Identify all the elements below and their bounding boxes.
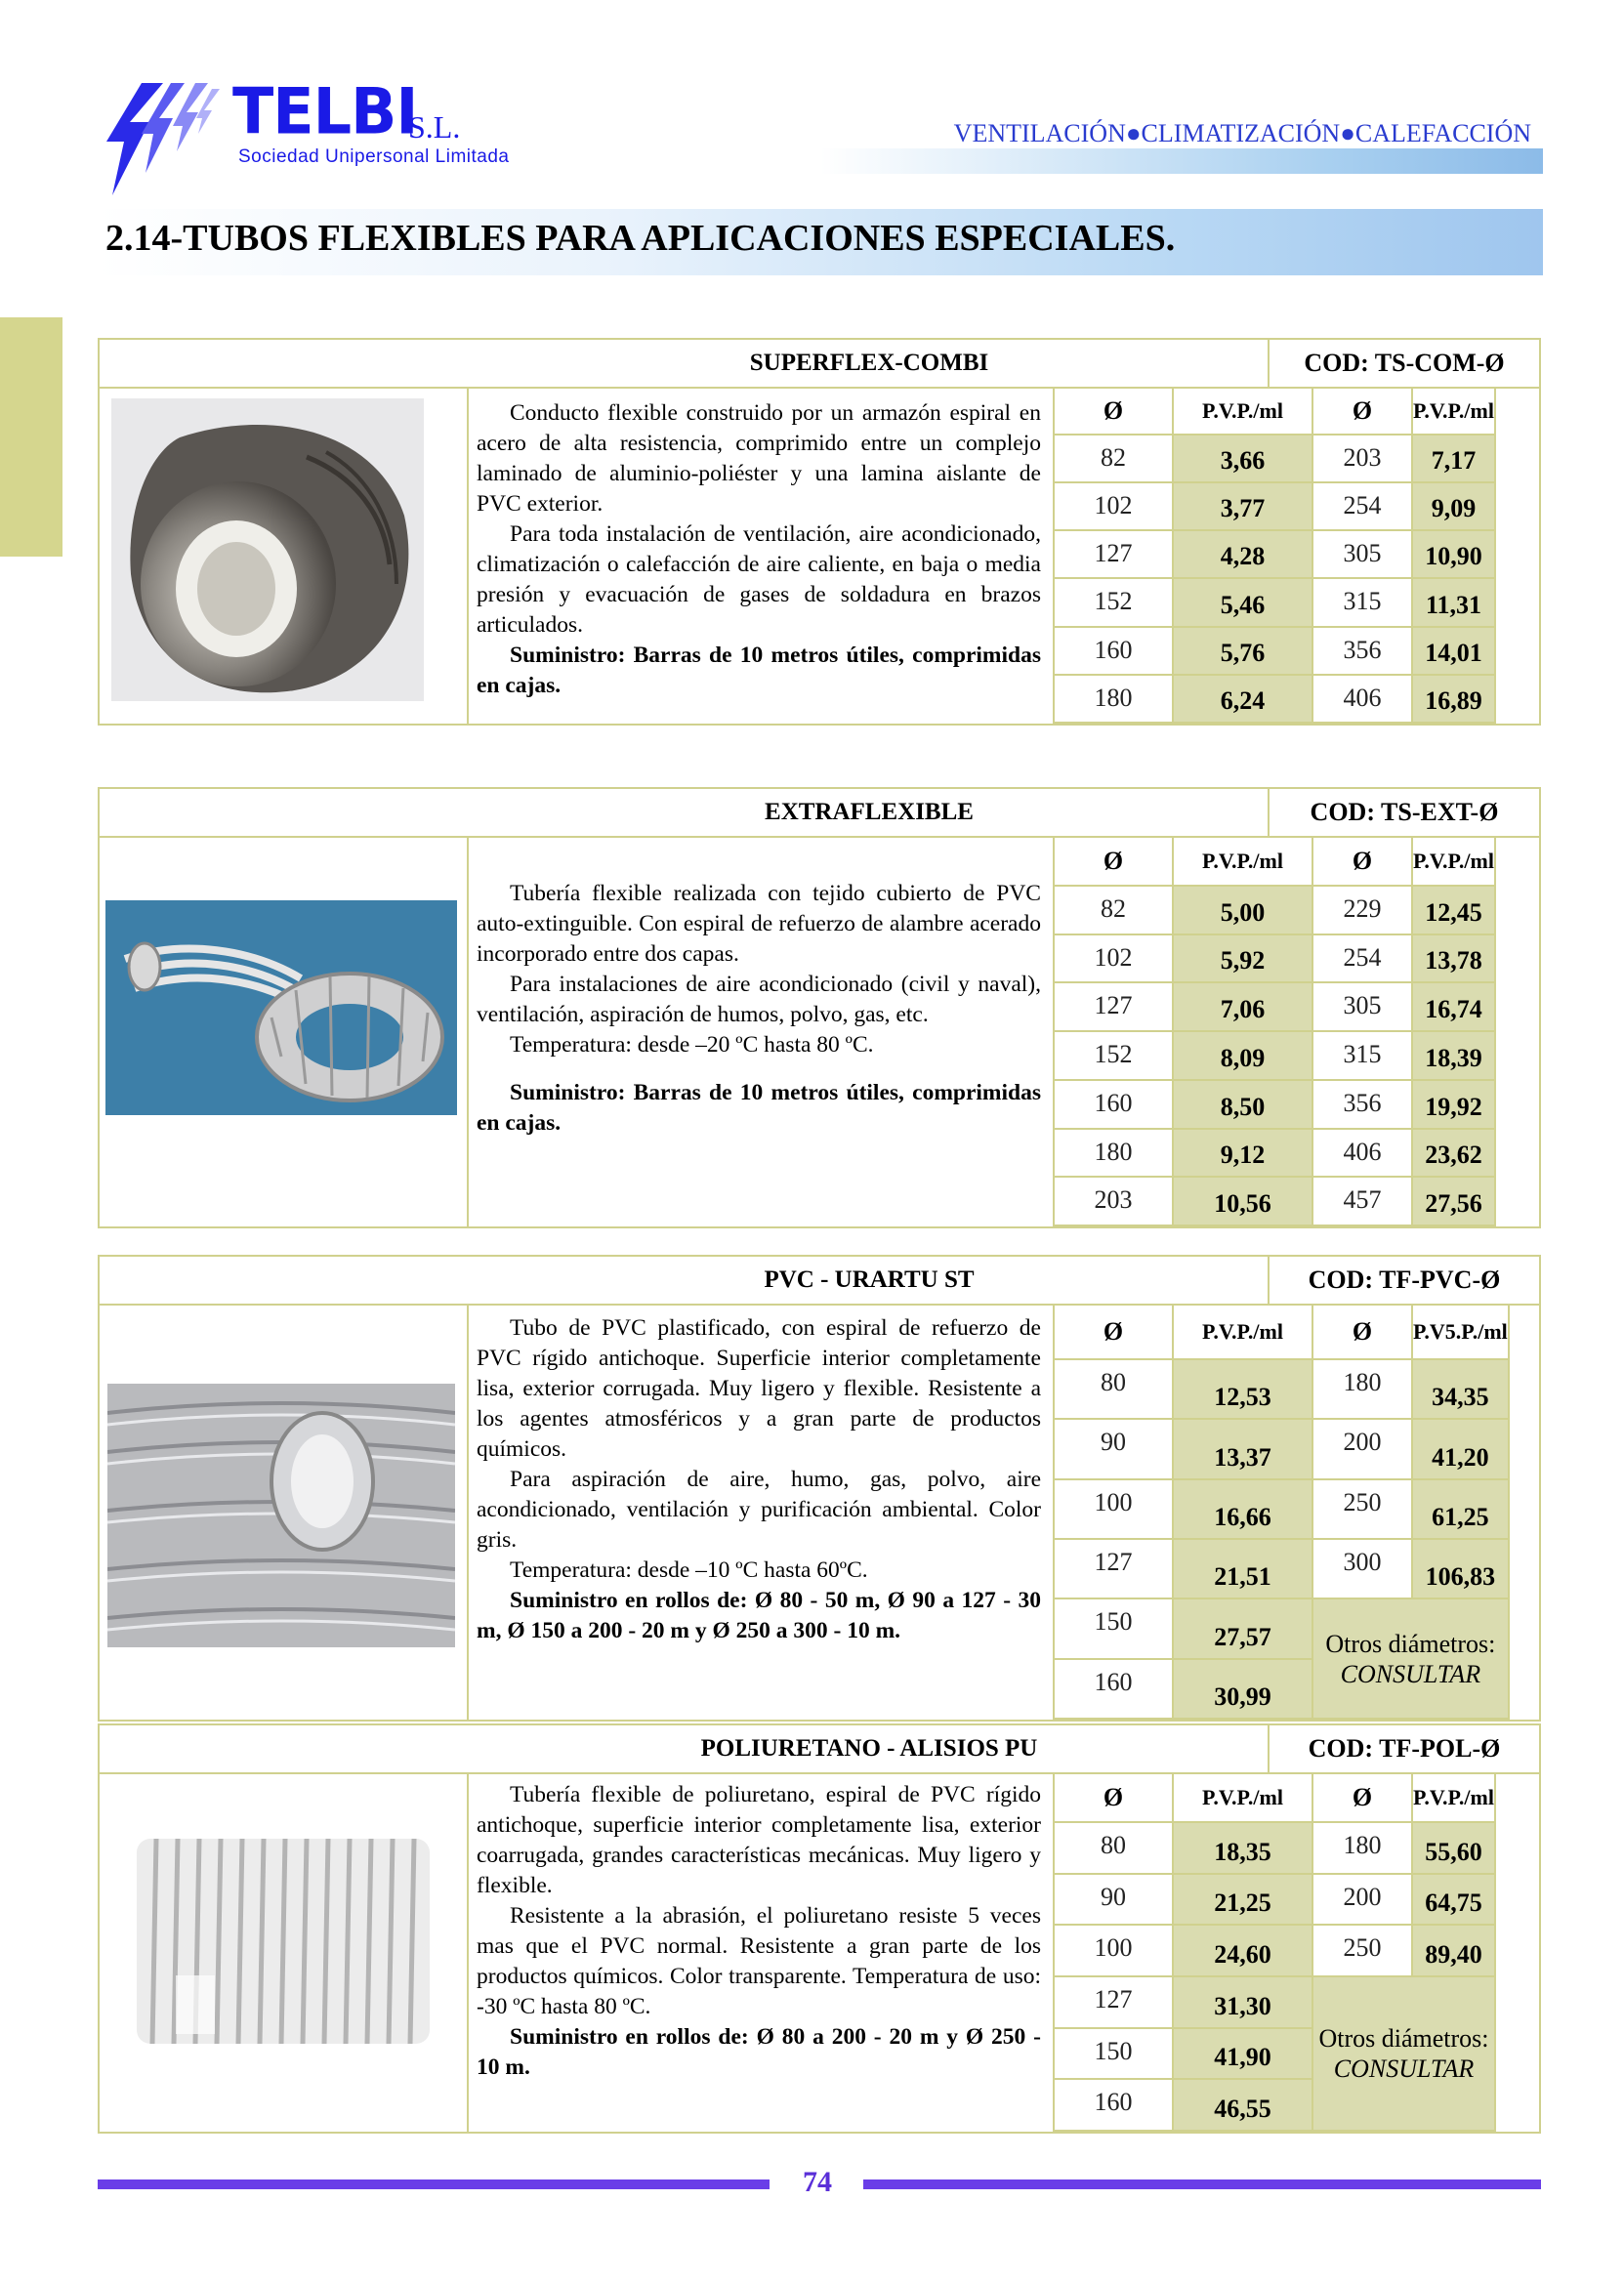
description-paragraph: Conducto flexible construido por un armazón espiral en acero de alta resistencia, comprimido entre un complejo laminado de aluminio-poliéster y una lamina aislante de PVC exterior. — [477, 400, 1041, 517]
price-cell: 18,35 — [1173, 1822, 1312, 1874]
product-extraflexible — [98, 787, 1541, 1228]
diameter-cell: 203 — [1054, 1177, 1173, 1225]
diameter-header: Ø — [1054, 388, 1173, 435]
price-table-header — [1054, 1305, 1509, 1359]
diameter-cell: 102 — [1054, 934, 1173, 983]
price-cell: 34,35 — [1412, 1359, 1509, 1419]
section-side-tab — [0, 317, 62, 557]
product-header — [100, 340, 1539, 389]
diameter-cell: 254 — [1312, 482, 1412, 530]
diameter-header: Ø — [1312, 1773, 1412, 1822]
diameter-header: Ø — [1312, 1305, 1412, 1359]
table-row — [1054, 934, 1495, 983]
product-code: COD: TS-COM-Ø — [1304, 349, 1505, 377]
price-header: P.V.P./ml — [1412, 837, 1495, 886]
diameter-cell: 406 — [1312, 1129, 1412, 1178]
table-row — [1054, 982, 1495, 1031]
product-superflex-combi — [98, 338, 1541, 726]
diameter-header: Ø — [1054, 1773, 1173, 1822]
table-row — [1054, 435, 1495, 482]
price-table-header — [1054, 1773, 1495, 1822]
price-cell: 8,50 — [1173, 1080, 1312, 1129]
product-photo — [100, 838, 469, 1226]
table-row — [1054, 1177, 1495, 1225]
description-paragraph: Temperatura: desde –20 ºC hasta 80 ºC. — [510, 1032, 874, 1058]
table-row — [1054, 627, 1495, 675]
page-number: 74 — [803, 2166, 832, 2198]
price-header: P.V.P./ml — [1173, 1305, 1312, 1359]
diameter-cell: 180 — [1054, 675, 1173, 723]
price-cell: 10,90 — [1412, 530, 1495, 578]
price-cell: 106,83 — [1412, 1539, 1509, 1598]
price-cell: 89,40 — [1412, 1925, 1495, 1976]
diameter-cell: 229 — [1312, 886, 1412, 934]
price-cell: 14,01 — [1412, 627, 1495, 675]
price-cell: 4,28 — [1173, 530, 1312, 578]
diameter-cell: 305 — [1312, 530, 1412, 578]
diameter-cell: 160 — [1054, 627, 1173, 675]
product-description — [477, 1780, 1041, 2083]
diameter-cell: 127 — [1054, 530, 1173, 578]
diameter-cell: 160 — [1054, 1080, 1173, 1129]
product-description — [477, 879, 1041, 1139]
diameter-cell: 315 — [1312, 1031, 1412, 1080]
product-code: COD: TF-PVC-Ø — [1308, 1266, 1501, 1294]
price-cell: 8,09 — [1173, 1031, 1312, 1080]
price-cell: 64,75 — [1412, 1874, 1495, 1926]
diameter-cell: 100 — [1054, 1925, 1173, 1976]
footer-bar-right — [863, 2179, 1541, 2189]
price-cell: 23,62 — [1412, 1129, 1495, 1178]
diameter-cell: 315 — [1312, 578, 1412, 626]
price-table — [1053, 387, 1496, 724]
diameter-cell: 150 — [1054, 1598, 1173, 1658]
spacer — [477, 1060, 1041, 1078]
diameter-cell: 152 — [1054, 1031, 1173, 1080]
table-row — [1054, 675, 1495, 723]
table-row — [1054, 1598, 1509, 1658]
footer-bar-left — [98, 2179, 770, 2189]
diameter-cell: 406 — [1312, 675, 1412, 723]
table-row — [1054, 482, 1495, 530]
pvc-hose-illustration — [107, 1384, 455, 1647]
diameter-cell: 254 — [1312, 934, 1412, 983]
table-row — [1054, 1539, 1509, 1598]
table-row — [1054, 1925, 1495, 1976]
price-table — [1053, 836, 1496, 1226]
logo-name: TELBI — [232, 73, 418, 149]
price-cell: 5,76 — [1173, 627, 1312, 675]
price-cell: 21,51 — [1173, 1539, 1312, 1598]
tagline-bar — [820, 148, 1543, 174]
diameter-cell: 305 — [1312, 982, 1412, 1031]
diameter-cell: 250 — [1312, 1479, 1412, 1539]
diameter-cell: 82 — [1054, 435, 1173, 482]
diameter-cell: 356 — [1312, 627, 1412, 675]
supply-note: Suministro en rollos de: Ø 80 a 200 - 20 m y Ø 250 - 10 m. — [477, 2024, 1041, 2080]
diameter-cell: 250 — [1312, 1925, 1412, 1976]
price-cell: 31,30 — [1173, 1976, 1312, 2028]
price-cell: 27,57 — [1173, 1598, 1312, 1658]
product-code: COD: TS-EXT-Ø — [1310, 798, 1499, 826]
price-cell: 13,78 — [1412, 934, 1495, 983]
other-diameters-note — [1312, 1976, 1495, 2131]
price-cell: 55,60 — [1412, 1822, 1495, 1874]
other-diameters-label: Otros diámetros: — [1325, 1629, 1496, 1658]
diameter-cell: 200 — [1312, 1419, 1412, 1478]
price-cell: 13,37 — [1173, 1419, 1312, 1478]
diameter-cell: 180 — [1312, 1822, 1412, 1874]
diameter-cell: 203 — [1312, 435, 1412, 482]
diameter-cell: 100 — [1054, 1479, 1173, 1539]
description-paragraph: Para aspiración de aire, humo, gas, polvo, aire acondicionado, ventilación y purificación ambiental. Color gris. — [477, 1467, 1041, 1553]
logo-suffix: S.L. — [408, 109, 461, 145]
diameter-header: Ø — [1312, 388, 1412, 435]
description-paragraph: Tubo de PVC plastificado, con espiral de refuerzo de PVC rígido antichoque. Superficie interior completamente lisa, exterior corrugada. Muy ligero y flexible. Resistente a los agentes atmosféricos y a gran parte de productos químicos. — [477, 1315, 1041, 1462]
price-cell: 10,56 — [1173, 1177, 1312, 1225]
diameter-cell: 102 — [1054, 482, 1173, 530]
diameter-cell: 90 — [1054, 1874, 1173, 1926]
diameter-header: Ø — [1312, 837, 1412, 886]
diameter-cell: 160 — [1054, 2079, 1173, 2131]
price-header: P.V.P./ml — [1173, 837, 1312, 886]
diameter-cell: 127 — [1054, 1976, 1173, 2028]
product-description — [477, 1313, 1041, 1646]
table-row — [1054, 1479, 1509, 1539]
diameter-cell: 82 — [1054, 886, 1173, 934]
description-paragraph: Tubería flexible realizada con tejido cubierto de PVC auto-extinguible. Con espiral de refuerzo de alambre acerado incorporado entre dos capas. — [477, 881, 1041, 967]
price-cell: 41,20 — [1412, 1419, 1509, 1478]
price-table — [1053, 1304, 1510, 1720]
price-table-header — [1054, 388, 1495, 435]
other-diameters-note — [1312, 1598, 1509, 1719]
diameter-cell: 200 — [1312, 1874, 1412, 1926]
price-cell: 12,45 — [1412, 886, 1495, 934]
logo-subtitle: Sociedad Unipersonal Limitada — [238, 146, 510, 167]
table-row — [1054, 1419, 1509, 1478]
product-code: COD: TF-POL-Ø — [1308, 1734, 1501, 1763]
diameter-cell: 90 — [1054, 1419, 1173, 1478]
diameter-cell: 80 — [1054, 1359, 1173, 1419]
price-cell: 18,39 — [1412, 1031, 1495, 1080]
product-name: EXTRAFLEXIBLE — [471, 789, 1270, 836]
diameter-cell: 150 — [1054, 2028, 1173, 2080]
diameter-cell: 457 — [1312, 1177, 1412, 1225]
price-cell: 30,99 — [1173, 1659, 1312, 1719]
description-paragraph: Para instalaciones de aire acondicionado (civil y naval), ventilación, aspiración de humos, polvo, gas, etc. — [477, 972, 1041, 1027]
table-row — [1054, 1080, 1495, 1129]
product-header — [100, 1257, 1539, 1306]
supply-note: Suministro en rollos de: Ø 80 - 50 m, Ø 90 a 127 - 30 m, Ø 150 a 200 - 20 m y Ø 250 a 300 - 10 m. — [477, 1588, 1041, 1643]
price-cell: 6,24 — [1173, 675, 1312, 723]
price-cell: 9,09 — [1412, 482, 1495, 530]
price-cell: 11,31 — [1412, 578, 1495, 626]
pu-hose-illustration — [117, 1819, 449, 2063]
price-cell: 3,77 — [1173, 482, 1312, 530]
description-paragraph: Para toda instalación de ventilación, aire acondicionado, climatización o calefacción de aire caliente, en baja o media presión y evacuación de gases de soldadura en brazos articulados. — [477, 521, 1041, 638]
price-cell: 7,17 — [1412, 435, 1495, 482]
diameter-cell: 356 — [1312, 1080, 1412, 1129]
price-table-header — [1054, 837, 1495, 886]
diameter-cell: 127 — [1054, 982, 1173, 1031]
description-paragraph: Tubería flexible de poliuretano, espiral de PVC rígido antichoque, superficie interior completamente lisa, exterior coarrugada, grandes características mecánicas. Muy ligero y flexible. — [477, 1782, 1041, 1898]
diameter-header: Ø — [1054, 837, 1173, 886]
other-diameters-label: Otros diámetros: — [1318, 2023, 1489, 2053]
product-header — [100, 789, 1539, 838]
table-row — [1054, 1359, 1509, 1419]
product-header — [100, 1725, 1539, 1774]
product-photo — [100, 389, 469, 724]
price-cell: 16,89 — [1412, 675, 1495, 723]
product-photo — [100, 1774, 469, 2132]
price-cell: 9,12 — [1173, 1129, 1312, 1178]
price-header: P.V.P./ml — [1173, 388, 1312, 435]
price-cell: 27,56 — [1412, 1177, 1495, 1225]
price-cell: 12,53 — [1173, 1359, 1312, 1419]
product-pvc-urartu-st — [98, 1255, 1541, 1722]
price-cell: 5,00 — [1173, 886, 1312, 934]
description-paragraph: Temperatura: desde –10 ºC hasta 60ºC. — [510, 1557, 868, 1583]
price-header: P.V.P./ml — [1412, 1773, 1495, 1822]
price-cell: 3,66 — [1173, 435, 1312, 482]
table-row — [1054, 1031, 1495, 1080]
table-row — [1054, 1129, 1495, 1178]
table-row — [1054, 578, 1495, 626]
flex-duct-illustration — [111, 398, 424, 701]
price-header: P.V5.P./ml — [1412, 1305, 1509, 1359]
product-description — [477, 398, 1041, 701]
price-header: P.V.P./ml — [1412, 388, 1495, 435]
logo-lightning-icon — [103, 83, 220, 195]
other-diameters-value: CONSULTAR — [1340, 1659, 1481, 1688]
price-cell: 16,66 — [1173, 1479, 1312, 1539]
product-name: PVC - URARTU ST — [471, 1257, 1270, 1304]
table-row — [1054, 1874, 1495, 1926]
description-paragraph: Resistente a la abrasión, el poliuretano resiste 5 veces mas que el PVC normal. Resistente a gran parte de los productos químicos. Color transparente. Temperatura de uso: -30 ºC hasta 80 ºC. — [477, 1903, 1041, 2019]
price-cell: 5,46 — [1173, 578, 1312, 626]
flex-hose-illustration — [105, 900, 457, 1115]
price-cell: 19,92 — [1412, 1080, 1495, 1129]
tagline: VENTILACIÓN●CLIMATIZACIÓN●CALEFACCIÓN — [953, 119, 1531, 147]
table-row — [1054, 886, 1495, 934]
price-cell: 41,90 — [1173, 2028, 1312, 2080]
supply-note: Suministro: Barras de 10 metros útiles, comprimidas en cajas. — [477, 1080, 1041, 1136]
price-cell: 24,60 — [1173, 1925, 1312, 1976]
diameter-cell: 180 — [1054, 1129, 1173, 1178]
diameter-cell: 180 — [1312, 1359, 1412, 1419]
product-name: SUPERFLEX-COMBI — [471, 340, 1270, 387]
diameter-header: Ø — [1054, 1305, 1173, 1359]
price-cell: 21,25 — [1173, 1874, 1312, 1926]
diameter-cell: 300 — [1312, 1539, 1412, 1598]
supply-note: Suministro: Barras de 10 metros útiles, comprimidas en cajas. — [477, 643, 1041, 698]
price-header: P.V.P./ml — [1173, 1773, 1312, 1822]
table-row — [1054, 1976, 1495, 2028]
diameter-cell: 127 — [1054, 1539, 1173, 1598]
product-name: POLIURETANO - ALISIOS PU — [471, 1725, 1270, 1772]
table-row — [1054, 530, 1495, 578]
product-photo — [100, 1306, 469, 1720]
price-cell: 46,55 — [1173, 2079, 1312, 2131]
diameter-cell: 160 — [1054, 1659, 1173, 1719]
diameter-cell: 152 — [1054, 578, 1173, 626]
price-cell: 7,06 — [1173, 982, 1312, 1031]
price-cell: 16,74 — [1412, 982, 1495, 1031]
other-diameters-value: CONSULTAR — [1333, 2054, 1475, 2083]
price-table — [1053, 1772, 1496, 2132]
diameter-cell: 80 — [1054, 1822, 1173, 1874]
page-title: 2.14-TUBOS FLEXIBLES PARA APLICACIONES ESPECIALES. — [105, 218, 1176, 259]
price-cell: 5,92 — [1173, 934, 1312, 983]
product-poliuretano-alisios-pu — [98, 1723, 1541, 2134]
price-cell: 61,25 — [1412, 1479, 1509, 1539]
table-row — [1054, 1822, 1495, 1874]
